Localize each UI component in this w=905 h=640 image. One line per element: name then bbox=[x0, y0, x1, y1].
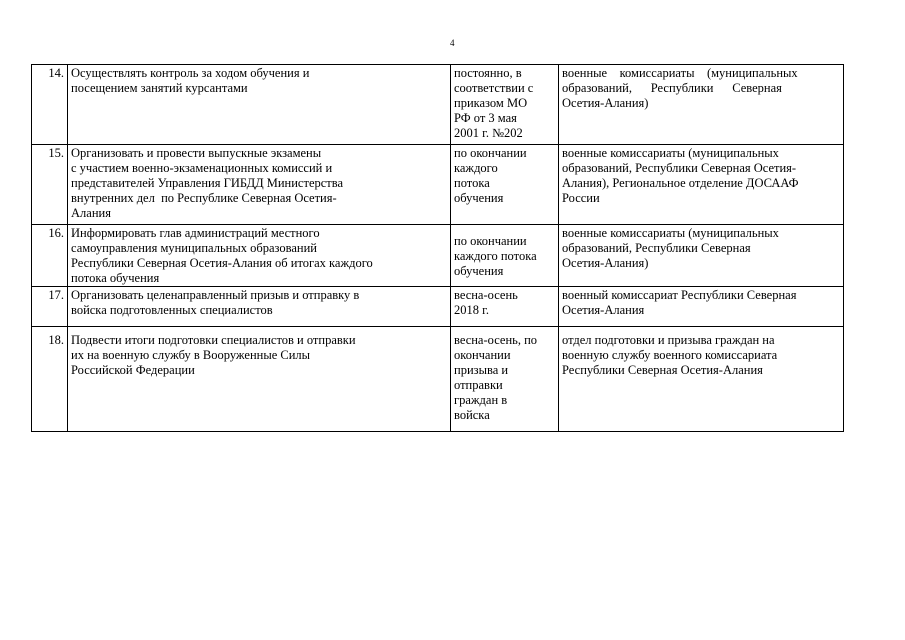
page-number: 4 bbox=[450, 38, 455, 48]
term-line: каждого bbox=[454, 161, 498, 175]
task-cell bbox=[68, 145, 451, 225]
task-cell bbox=[68, 65, 451, 145]
task-cell bbox=[68, 327, 451, 432]
term-line: окончании bbox=[454, 348, 511, 362]
task-line: Организовать и провести выпускные экзамены bbox=[71, 146, 322, 160]
task-line: Алания bbox=[71, 206, 111, 220]
task-line: Российской Федерации bbox=[71, 363, 195, 377]
responsible-cell bbox=[559, 327, 844, 432]
task-line: Осуществлять контроль за ходом обучения и bbox=[71, 66, 310, 80]
task-line: посещением занятий курсантами bbox=[71, 81, 248, 95]
term-line: призыва и bbox=[454, 363, 509, 377]
responsible-line: Республики Северная Осетия-Алания bbox=[562, 363, 763, 377]
row-number: 17. bbox=[32, 287, 68, 327]
row-number: 14. bbox=[32, 65, 68, 145]
responsible-cell bbox=[559, 225, 844, 287]
term-line: весна-осень bbox=[454, 288, 518, 302]
responsible-line: Осетия-Алания) bbox=[562, 96, 649, 110]
table-row bbox=[32, 327, 844, 432]
responsible-cell bbox=[559, 145, 844, 225]
term-line: каждого потока bbox=[454, 248, 537, 263]
responsible-cell bbox=[559, 287, 844, 327]
term-line: граждан в bbox=[454, 393, 508, 407]
term-line: обучения bbox=[454, 191, 504, 205]
task-line: представителей Управления ГИБДД Министерства bbox=[71, 176, 344, 190]
table-row bbox=[32, 287, 844, 327]
term-line: соответствии с bbox=[454, 81, 534, 95]
term-line: весна-осень, по bbox=[454, 333, 538, 347]
plan-table bbox=[31, 64, 844, 432]
term-line: войска bbox=[454, 408, 490, 422]
term-line: обучения bbox=[454, 263, 504, 278]
term-cell bbox=[451, 65, 559, 145]
term-line: приказом МО bbox=[454, 96, 528, 110]
term-cell bbox=[451, 287, 559, 327]
responsible-line: военную службу военного комиссариата bbox=[562, 348, 778, 362]
term-line: постоянно, в bbox=[454, 66, 522, 80]
term-line: по окончании bbox=[454, 146, 527, 160]
responsible-cell bbox=[559, 65, 844, 145]
task-line: Республики Северная Осетия-Алания об итогах каждого bbox=[71, 256, 373, 270]
term-line: отправки bbox=[454, 378, 503, 392]
row-number: 15. bbox=[32, 145, 68, 225]
responsible-line: Осетия-Алания bbox=[562, 303, 645, 317]
table-row bbox=[32, 145, 844, 225]
task-cell bbox=[68, 225, 451, 287]
term-line: РФ от 3 мая bbox=[454, 111, 517, 125]
term-cell bbox=[451, 145, 559, 225]
table-row bbox=[32, 65, 844, 145]
responsible-line: России bbox=[562, 191, 600, 205]
responsible-line: образований, Республики Северная bbox=[562, 241, 751, 255]
term-line: 2001 г. №202 bbox=[454, 126, 523, 140]
task-line: их на военную службу в Вооруженные Силы bbox=[71, 348, 311, 362]
responsible-line: военные комиссариаты (муниципальных bbox=[562, 226, 779, 240]
responsible-line: военные комиссариаты (муниципальных bbox=[562, 146, 779, 160]
task-line: внутренних дел по Республике Северная Осетия- bbox=[71, 191, 337, 205]
task-cell bbox=[68, 287, 451, 327]
task-line: с участием военно-экзаменационных комиссий и bbox=[71, 161, 333, 175]
responsible-line: отдел подготовки и призыва граждан на bbox=[562, 333, 775, 347]
responsible-line: Алания), Региональное отделение ДОСААФ bbox=[562, 176, 799, 190]
responsible-line: образований, Республики Северная Осетия- bbox=[562, 161, 797, 175]
responsible-line: военный комиссариат Республики Северная bbox=[562, 288, 797, 302]
row-number: 18. bbox=[32, 327, 68, 432]
task-line: Организовать целенаправленный призыв и отправку в bbox=[71, 288, 360, 302]
task-line: самоуправления муниципальных образований bbox=[71, 241, 317, 255]
responsible-line: образований, Республики Северная bbox=[562, 81, 782, 95]
table-row bbox=[32, 225, 844, 287]
term-line: 2018 г. bbox=[454, 303, 489, 317]
term-cell bbox=[451, 327, 559, 432]
task-line: войска подготовленных специалистов bbox=[71, 303, 273, 317]
responsible-line: Осетия-Алания) bbox=[562, 256, 649, 270]
task-line: потока обучения bbox=[71, 271, 160, 285]
responsible-line: военные комиссариаты (муниципальных bbox=[562, 66, 798, 80]
term-line: потока bbox=[454, 176, 490, 190]
term-line: по окончании bbox=[454, 233, 527, 248]
task-line: Подвести итоги подготовки специалистов и отправки bbox=[71, 333, 356, 347]
term-cell bbox=[451, 225, 559, 287]
row-number: 16. bbox=[32, 225, 68, 287]
task-line: Информировать глав администраций местного bbox=[71, 226, 320, 240]
